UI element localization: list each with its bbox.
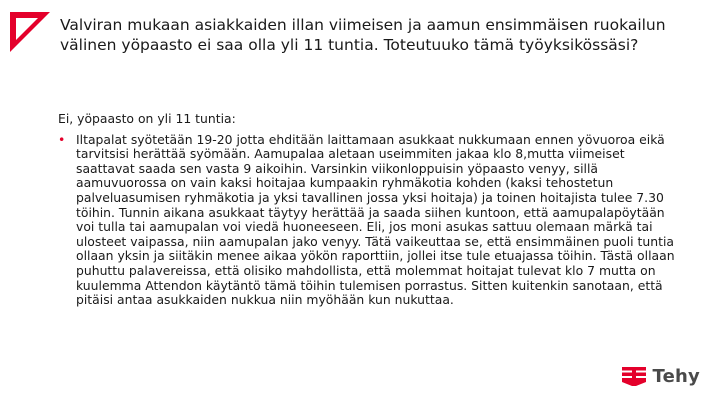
- bullet-list: [58, 133, 678, 308]
- list-item: [58, 133, 678, 308]
- intro-text: Ei, yöpaasto on yli 11 tuntia:: [58, 111, 236, 126]
- tehy-logo-icon: [621, 363, 647, 389]
- slide-content: [58, 112, 678, 308]
- bullet-text: Iltapalat syötetään 19-20 jotta ehditään laittamaan asukkaat nukkumaan ennen yövuoroa eikä tarvitsisi herättää syömään. Aamupalaa aletaan useimmiten jakaa klo 8,mutta viimeiset saattavat saada sen vasta 9 aikoihin. Varsinkin viikonloppuisin yöpaasto venyy, sillä aamuvuorossa on vain kaksi hoitajaa kumpaakin ryhmäkotia kohden (kaksi tehostetun palveluasumisen ryhmäkotia ja yksi tavallinen jossa yksi hoitaja) ja toinen hoitajista tulee 7.30 töihin. Tunnin aikana asukkaat täytyy herättää ja saada siihen kuntoon, että aamupalapöytään voi tulla tai aamupalan voi viedä huoneeseen. Eli, jos moni asukas sattuu olemaan märkä tai ulosteet vaipassa, niin aamupalan jako venyy. Tätä vaikeuttaa se, että ensimmäinen puoli tuntia ollaan yksin ja siitäkin menee aikaa yökön raporttiin, jollei itse tule etuajassa töihin. Tästä ollaan puhuttu palavereissa, että olisiko mahdollista, että molemmat hoitajat tulevat klo 7 mutta on kuulemma Attendon käytäntö tämä töihin tulemisen porrastus. Sitten kuitenkin sanotaan, että pitäisi antaa asukkaiden nukkua niin myöhään kun nukuttaa.: [76, 131, 675, 308]
- bullet-marker: •: [58, 131, 66, 147]
- page-title: Valviran mukaan asiakkaiden illan viimeisen ja aamun ensimmäisen ruokailun välinen yöpaasto ei saa olla yli 11 tuntia. Toteutuuko tämä työyksikössäsi?: [60, 16, 666, 54]
- tehy-logo: [621, 363, 700, 389]
- red-corner-mark-icon: [10, 12, 50, 52]
- brand-name: Tehy: [652, 365, 700, 387]
